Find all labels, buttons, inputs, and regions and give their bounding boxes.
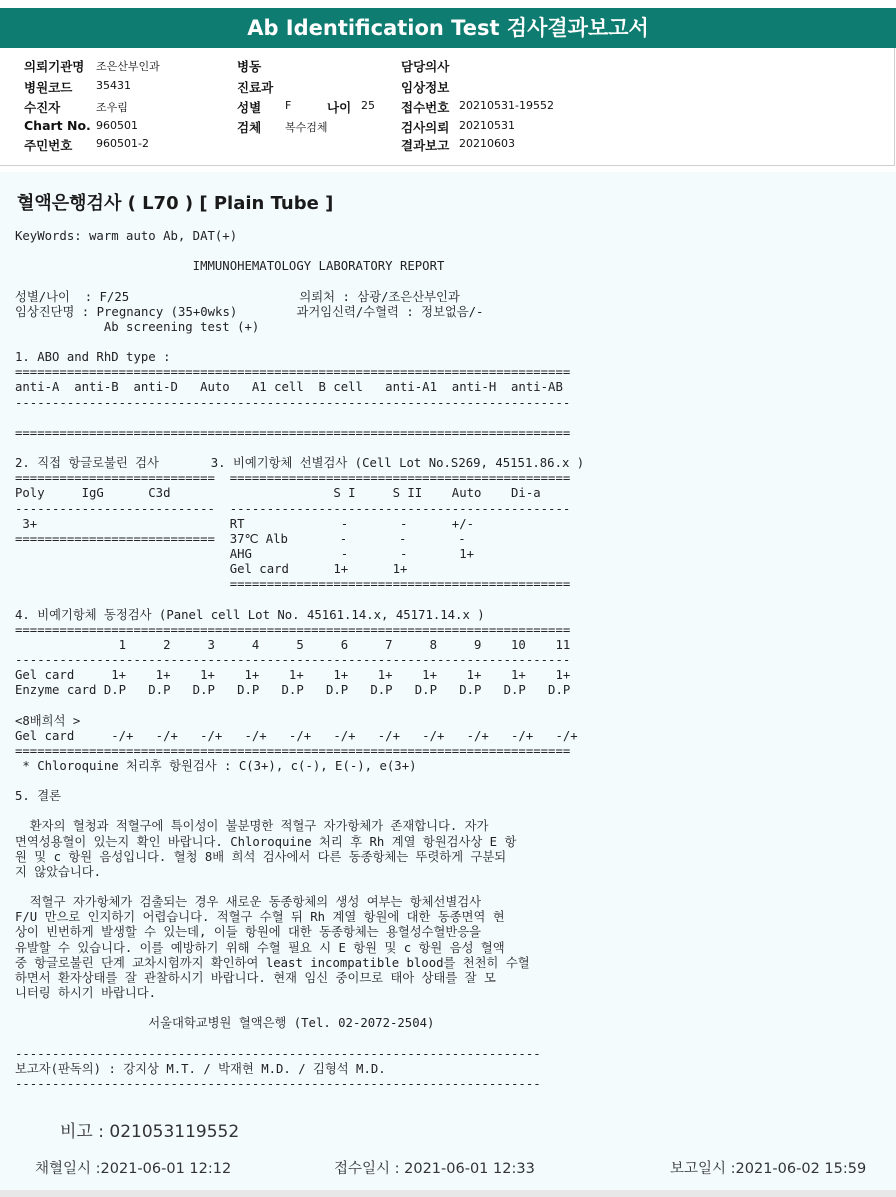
collected-datetime: 채혈일시 :2021-06-01 12:12 [35, 1161, 232, 1177]
report-line: 5. 결론 [15, 789, 61, 804]
report-section-title: 혈액은행검사 ( L70 ) [ Plain Tube ] [17, 193, 334, 214]
report-line: 지 않았습니다. [15, 864, 102, 879]
report-line: 서울대학교병원 혈액은행 (Tel. 02-2072-2504) [15, 1016, 435, 1031]
report-line: =========================================================================== [15, 622, 571, 637]
report-line: =========================================================================== [15, 425, 571, 440]
rrn-value: 960501-2 [96, 137, 149, 150]
report-line [15, 411, 584, 426]
report-line: 환자의 혈청과 적혈구에 특이성이 불분명한 적혈구 자가항체가 존재합니다. 자가 [15, 819, 489, 834]
report-line: IMMUNOHEMATOLOGY LABORATORY REPORT [15, 259, 445, 274]
report-line: =========================================================================== [15, 365, 571, 380]
report-line [15, 880, 584, 895]
report-line: 임상진단명 : Pregnancy (35+0wks) 과거임신력/수혈력 : 정보없음/- [15, 304, 484, 319]
report-line: ============================================== [15, 577, 571, 592]
report-line: --------------------------------------------------------------------------- [15, 652, 571, 667]
report-body [0, 172, 896, 1190]
sex-label: 성별 [237, 100, 262, 115]
report-line: 하면서 환자상태를 잘 관찰하시기 바랍니다. 현재 임신 중이므로 태아 상태를 잘 모 [15, 970, 496, 985]
report-line: Poly IgG C3d S I S II Auto Di-a [15, 486, 541, 501]
received-datetime: 접수일시 : 2021-06-01 12:33 [334, 1161, 535, 1177]
remark: 비고 : 021053119552 [60, 1122, 240, 1142]
report-line: 1 2 3 4 5 6 7 8 9 10 11 [15, 637, 571, 652]
dept-label: 진료과 [237, 80, 274, 95]
specimen-value: 복수검체 [285, 121, 328, 134]
patient-info-panel [0, 48, 895, 166]
report-line [15, 698, 584, 713]
report-text [15, 229, 584, 1092]
report-line: Gel card 1+ 1+ [15, 562, 408, 577]
report-line: 2. 직접 항글로불린 검사 3. 비예기항체 선별검사 (Cell Lot No.S269, 45151.86.x ) [15, 456, 585, 471]
report-line: 3+ RT - - +/- [15, 516, 475, 531]
hospital-label: 의뢰기관명 [24, 59, 85, 74]
report-line: F/U 만으로 인지하기 어렵습니다. 적혈구 수혈 뒤 Rh 계열 항원에 대한 동종면역 현 [15, 910, 505, 925]
bottom-strip [0, 1190, 896, 1197]
report-line: 니터링 하시기 바랍니다. [15, 986, 156, 1001]
request-value: 20210531 [459, 119, 515, 132]
specimen-label: 검체 [237, 120, 262, 135]
request-label: 검사의뢰 [401, 120, 450, 135]
report-line: 원 및 c 항원 음성입니다. 혈청 8배 희석 검사에서 다른 동종항체는 뚜렷하게 구분되 [15, 849, 507, 864]
report-line: 4. 비예기항체 동정검사 (Panel cell Lot No. 45161.14.x, 45171.14.x ) [15, 607, 485, 622]
receipt-value: 20210531-19552 [459, 99, 554, 112]
report-line: * Chloroquine 처리후 항원검사 : C(3+), c(-), E(-), e(3+) [15, 758, 417, 773]
report-line: Enzyme card D.P D.P D.P D.P D.P D.P D.P D.P D.P D.P D.P [15, 683, 571, 698]
report-line: --------------------------- ---------------------------------------------- [15, 501, 571, 516]
report-line: 상이 빈번하게 발생할 수 있는데, 이들 항원에 대한 동종항체는 용혈성수혈반응을 [15, 925, 482, 940]
report-line [15, 274, 584, 289]
chart-label: Chart No. [24, 118, 91, 133]
report-line: =========================================================================== [15, 743, 571, 758]
report-line: 유발할 수 있습니다. 이를 예방하기 위해 수혈 필요 시 E 항원 및 c 항원 음성 혈액 [15, 940, 505, 955]
age-label: 나이 [327, 100, 352, 115]
report-line: --------------------------------------------------------------------------- [15, 395, 571, 410]
report-line [15, 1031, 584, 1046]
report-line: KeyWords: warm auto Ab, DAT(+) [15, 229, 238, 243]
report-line: =========================== ============================================== [15, 471, 571, 486]
patient-label: 수진자 [24, 100, 61, 115]
rrn-label: 주민번호 [24, 138, 73, 153]
sex-value: F [285, 99, 292, 112]
report-line: Gel card -/+ -/+ -/+ -/+ -/+ -/+ -/+ -/+ -/+ -/+ -/+ [15, 728, 578, 743]
hospital-value: 조은산부인과 [96, 60, 160, 73]
report-line: ----------------------------------------------------------------------- [15, 1046, 541, 1061]
report-date-label: 결과보고 [401, 138, 450, 153]
report-line: 중 항글로불린 단계 교차시험까지 확인하여 least incompatible blood를 천천히 수혈 [15, 955, 530, 970]
report-title: Ab Identification Test 검사결과보고서 [247, 16, 649, 40]
report-line [15, 592, 584, 607]
report-line [15, 335, 584, 350]
report-title-bar [0, 8, 896, 48]
age-value: 25 [361, 99, 375, 112]
report-line [15, 1001, 584, 1016]
report-line [15, 441, 584, 456]
report-line: Ab screening test (+) [15, 319, 260, 334]
code-label: 병원코드 [24, 80, 73, 95]
report-line: anti-A anti-B anti-D Auto A1 cell B cell anti-A1 anti-H anti-AB [15, 380, 563, 395]
report-line: 성별/나이 : F/25 의뢰처 : 삼광/조은산부인과 [15, 289, 460, 304]
report-line [15, 774, 584, 789]
report-line: ----------------------------------------------------------------------- [15, 1076, 541, 1091]
report-line [15, 244, 584, 259]
ward-label: 병동 [237, 59, 262, 74]
report-line: 보고자(판독의) : 강지상 M.T. / 박재현 M.D. / 김형석 M.D. [15, 1061, 386, 1076]
reported-datetime: 보고일시 :2021-06-02 15:59 [670, 1161, 867, 1177]
report-line: 1. ABO and RhD type : [15, 350, 171, 365]
code-value: 35431 [96, 79, 131, 92]
report-date-value: 20210603 [459, 137, 515, 150]
report-line: AHG - - 1+ [15, 546, 475, 561]
receipt-label: 접수번호 [401, 100, 450, 115]
report-line: 적혈구 자가항체가 검출되는 경우 새로운 동종항체의 생성 여부는 항체선별검사 [15, 895, 482, 910]
chart-value: 960501 [96, 119, 138, 132]
clinical-label: 임상정보 [401, 80, 450, 95]
doctor-label: 담당의사 [401, 59, 450, 74]
report-line: <8배희석 > [15, 713, 81, 728]
report-line [15, 804, 584, 819]
patient-value: 조우림 [96, 101, 128, 114]
report-line: =========================== 37℃ Alb - - - [15, 531, 466, 546]
report-line: 면역성용혈이 있는지 확인 바랍니다. Chloroquine 처리 후 Rh 계열 항원검사상 E 항 [15, 834, 517, 849]
report-line: Gel card 1+ 1+ 1+ 1+ 1+ 1+ 1+ 1+ 1+ 1+ 1+ [15, 668, 571, 683]
